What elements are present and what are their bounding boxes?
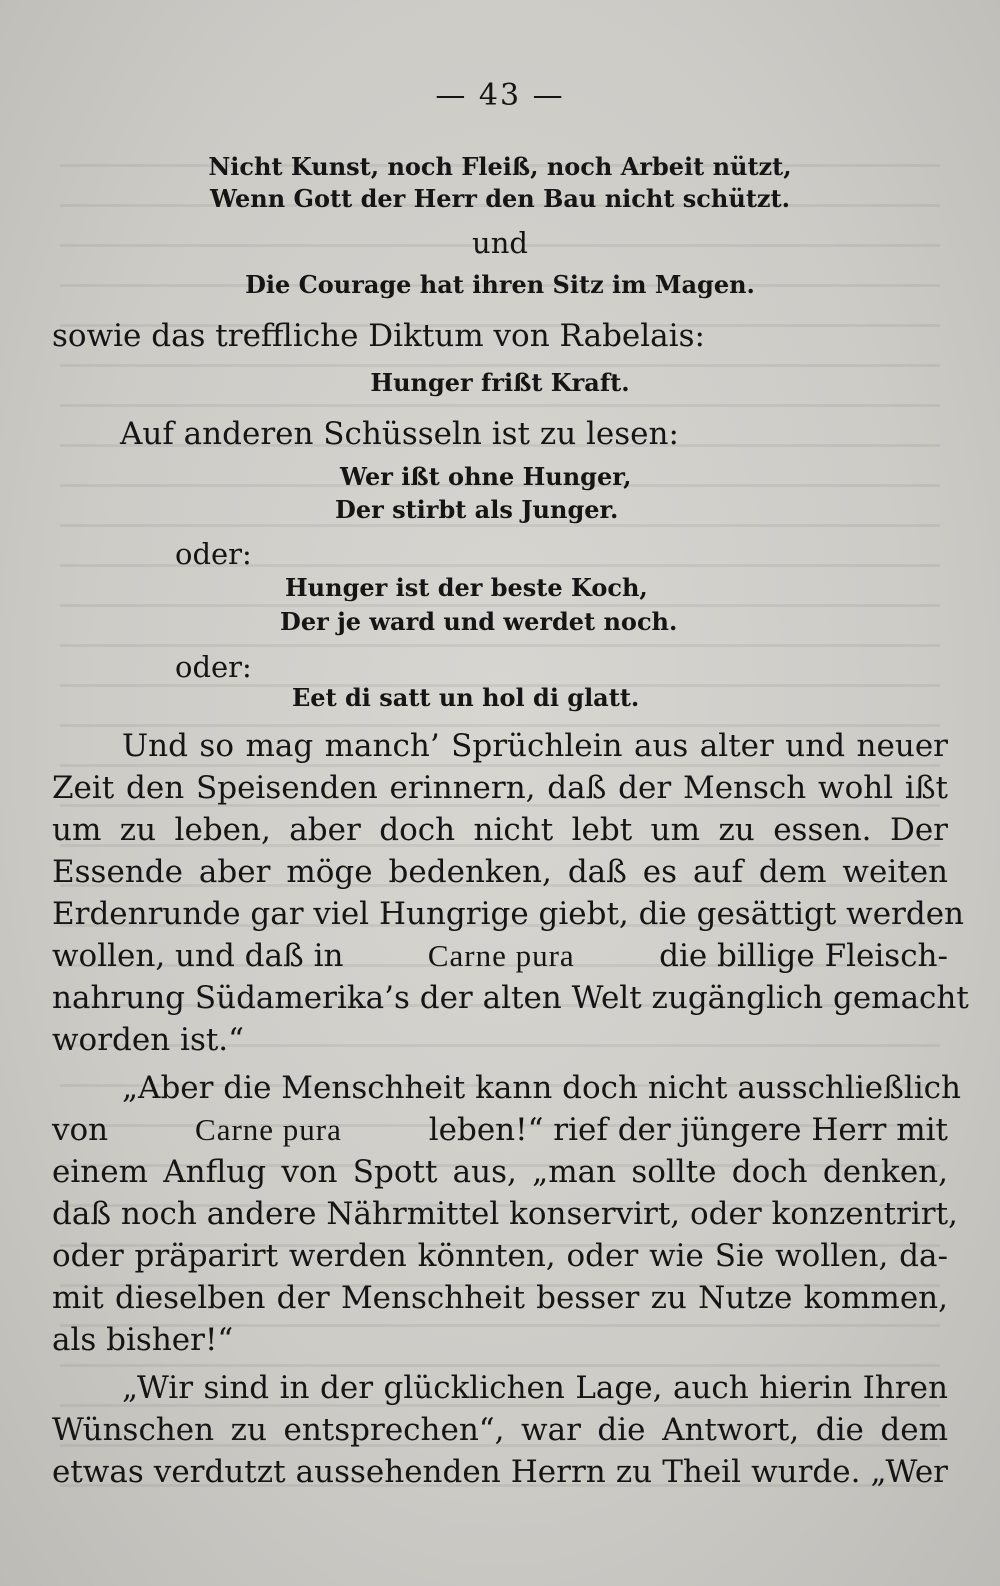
quote-line: Hunger ist der beste Koch, — [285, 573, 648, 602]
paragraph-line: um zu leben, aber doch nicht lebt um zu essen. Der — [52, 812, 948, 848]
paragraph-line: etwas verdutzt aussehenden Herrn zu Theil wurde. „Wer — [52, 1454, 948, 1490]
paragraph-line: Essende aber möge bedenken, daß es auf dem weiten — [52, 854, 948, 890]
quote-line: Der stirbt als Junger. — [335, 495, 619, 524]
quote-line: Wer ißt ohne Hunger, — [340, 462, 632, 491]
paragraph-line: daß noch andere Nährmittel konservirt, oder konzentrirt, — [52, 1196, 958, 1232]
paragraph-line: oder präparirt werden könnten, oder wie Sie wollen, da- — [52, 1238, 948, 1274]
paragraph-line — [52, 938, 948, 974]
paragraph-line: als bisher!“ — [52, 1322, 234, 1358]
quote-line: Der je ward und werdet noch. — [280, 607, 678, 636]
text-span: leben!“ rief der jüngere Herr mit — [428, 1112, 948, 1148]
paragraph-line: Wünschen zu entsprechen“, war die Antwort, die dem — [52, 1412, 948, 1448]
page-number: — 43 — — [435, 78, 565, 113]
paragraph-line: „Aber die Menschheit kann doch nicht ausschließlich — [122, 1070, 961, 1106]
quote-line: Nicht Kunst, noch Fleiß, noch Arbeit nützt, — [208, 152, 792, 181]
paragraph-line: „Wir sind in der glücklichen Lage, auch hierin Ihren — [122, 1370, 948, 1406]
quote-line: Hunger frißt Kraft. — [370, 368, 630, 397]
connector-word: oder: — [175, 650, 252, 684]
paragraph-line: Zeit den Speisenden erinnern, daß der Mensch wohl ißt — [52, 770, 948, 806]
quote-line: Eet di satt un hol di glatt. — [292, 683, 640, 712]
paragraph-line: worden ist.“ — [52, 1022, 245, 1058]
text-span: die billige Fleisch- — [659, 938, 948, 974]
text-line: Auf anderen Schüsseln ist zu lesen: — [120, 416, 679, 452]
latin-text: Carne pura — [427, 938, 575, 973]
paragraph-line: nahrung Südamerika’s der alten Welt zugänglich gemacht — [52, 980, 969, 1016]
paragraph-line: Und so mag manch’ Sprüchlein aus alter und neuer — [122, 728, 948, 764]
text-line: sowie das treffliche Diktum von Rabelais: — [52, 318, 705, 354]
latin-text: Carne pura — [195, 1112, 342, 1147]
paragraph-line: Erdenrunde gar viel Hungrige giebt, die gesättigt werden — [52, 896, 965, 932]
paragraph-line: einem Anflug von Spott aus, „man sollte doch denken, — [52, 1154, 948, 1190]
connector-word: und — [472, 226, 528, 260]
text-span: wollen, und daß in — [52, 938, 344, 974]
paragraph-line — [52, 1112, 948, 1148]
paragraph-line: mit dieselben der Menschheit besser zu Nutze kommen, — [52, 1280, 948, 1316]
text-span: von — [52, 1112, 109, 1148]
quote-line: Wenn Gott der Herr den Bau nicht schützt. — [210, 184, 790, 213]
quote-line: Die Courage hat ihren Sitz im Magen. — [245, 270, 755, 299]
connector-word: oder: — [175, 537, 252, 571]
